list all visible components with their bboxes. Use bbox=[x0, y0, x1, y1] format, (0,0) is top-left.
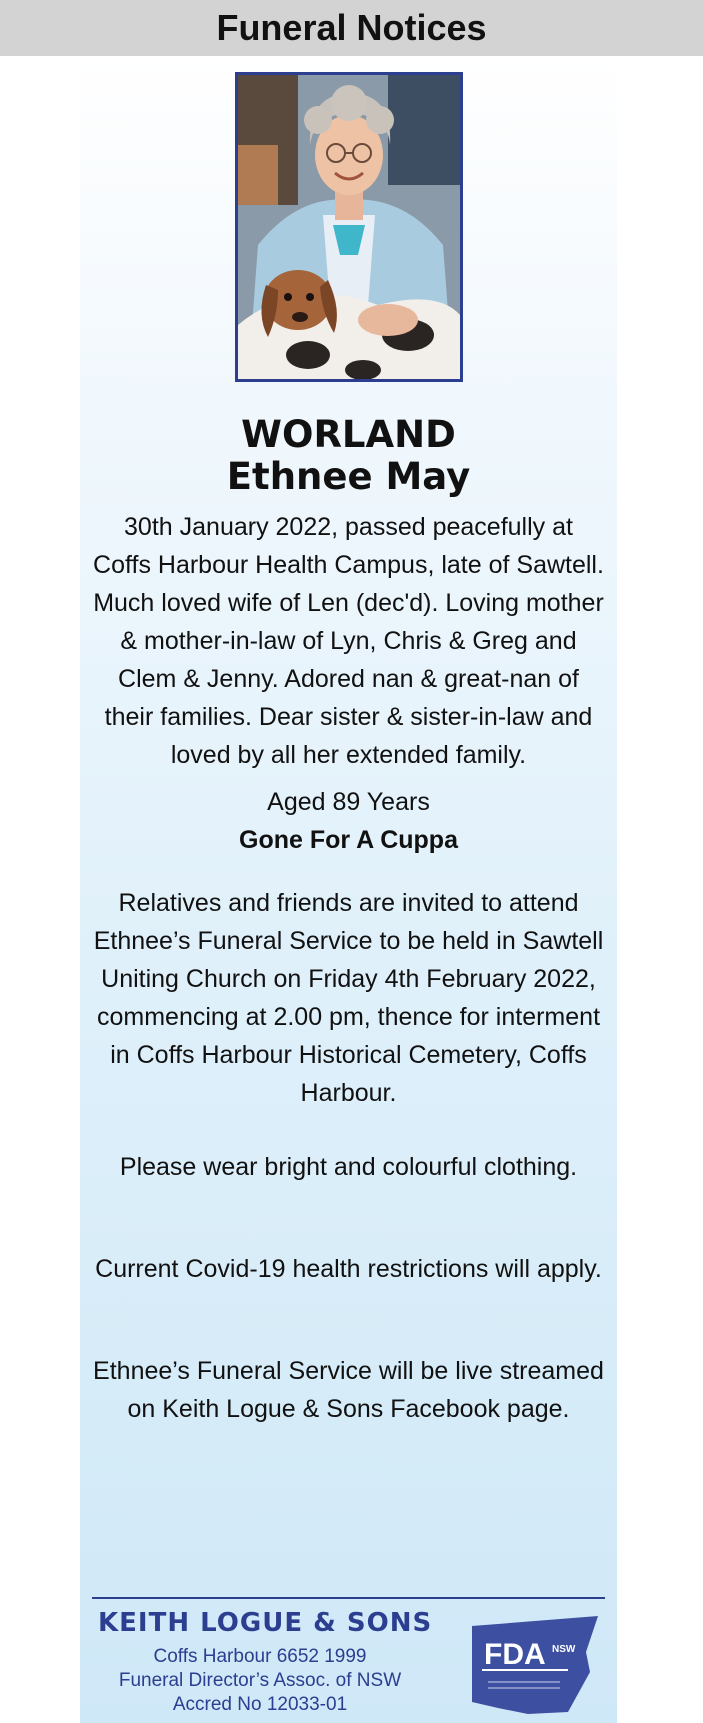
portrait-photo bbox=[235, 72, 463, 382]
age-line: Aged 89 Years bbox=[267, 788, 430, 816]
fda-nsw-logo bbox=[468, 1612, 608, 1718]
tribute-line: Gone For A Cuppa bbox=[239, 826, 458, 854]
dress-code-paragraph: Please wear bright and colourful clothing. bbox=[119, 1153, 578, 1181]
funeral-director-phone: Coffs Harbour 6652 1999 bbox=[153, 1646, 367, 1667]
deceased-given-names: Ethnee May bbox=[226, 455, 471, 498]
covid-paragraph: Current Covid-19 health restrictions will apply. bbox=[95, 1255, 602, 1283]
page-title: Funeral Notices bbox=[216, 7, 487, 48]
fda-logo-text: FDA bbox=[484, 1638, 546, 1671]
header-bar bbox=[0, 0, 703, 56]
livestream-paragraph: Ethnee’s Funeral Service will be live streamed on Keith Logue & Sons Facebook page. bbox=[93, 1357, 604, 1423]
funeral-notice bbox=[80, 56, 617, 1723]
service-details-paragraph: Relatives and friends are invited to attend Ethnee’s Funeral Service to be held in Sawtell Uniting Church on Friday 4th February 2022, commencing at 2.00 pm, thence for interment in Coffs Harbour Historical Cemetery, Coffs Harbour. bbox=[93, 889, 604, 1107]
funeral-director-name: KEITH LOGUE & SONS bbox=[98, 1608, 433, 1638]
deceased-surname: WORLAND bbox=[241, 413, 456, 456]
footer-divider bbox=[92, 1597, 605, 1599]
notice-intro-paragraph: 30th January 2022, passed peacefully at Coffs Harbour Health Campus, late of Sawtell. Much loved wife of Len (dec'd). Loving mother & mother-in-law of Lyn, Chris & Greg and Clem & Jenny. Adored nan & great-nan of their families. Dear sister & sister-in-law and loved by all her extended family. bbox=[93, 513, 604, 769]
funeral-director-accreditation: Accred No 12033-01 bbox=[172, 1694, 348, 1715]
svg-text:NSW: NSW bbox=[552, 1644, 576, 1655]
funeral-director-association: Funeral Director’s Assoc. of NSW bbox=[118, 1670, 402, 1691]
